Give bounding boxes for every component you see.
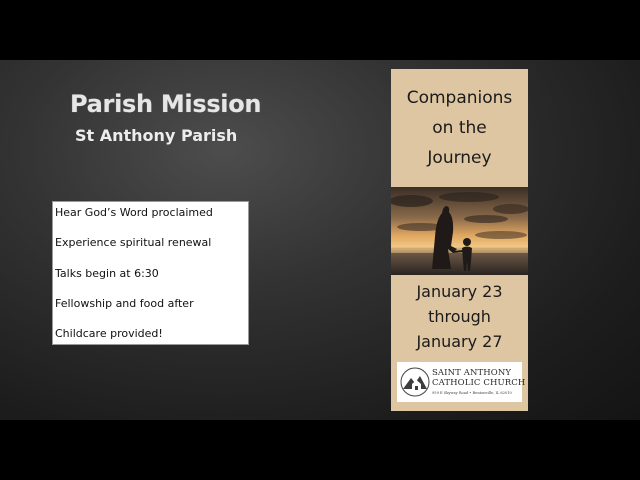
church-mark-icon [400, 367, 430, 397]
info-list [52, 201, 249, 345]
slide-subtitle: St Anthony Parish [75, 126, 238, 145]
info-item: Childcare provided! [55, 327, 163, 340]
banner-heading-line: Journey [427, 148, 492, 168]
info-item: Hear God’s Word proclaimed [55, 206, 213, 219]
banner-date-line: through [428, 307, 491, 326]
banner-heading-line: on the [432, 118, 487, 138]
slide-title: Parish Mission [70, 90, 262, 118]
beach-silhouette-photo [391, 187, 528, 275]
info-item: Talks begin at 6:30 [55, 267, 159, 280]
slide [0, 60, 640, 420]
church-logo [397, 362, 526, 402]
banner-date-line: January 27 [416, 332, 503, 351]
banner-heading [391, 83, 528, 173]
logo-church-name: SAINT ANTHONY [432, 368, 512, 378]
banner-date-line: January 23 [416, 282, 503, 301]
logo-church-type: CATHOLIC CHURCH [432, 378, 526, 388]
banner-heading-line: Companions [406, 88, 513, 108]
mission-banner [391, 69, 528, 411]
info-item: Fellowship and food after [55, 297, 194, 310]
logo-address: 959 E Skyway Road • Bentonville, IL 62010 [432, 391, 512, 395]
banner-dates [391, 279, 528, 354]
info-item: Experience spiritual renewal [55, 236, 212, 249]
